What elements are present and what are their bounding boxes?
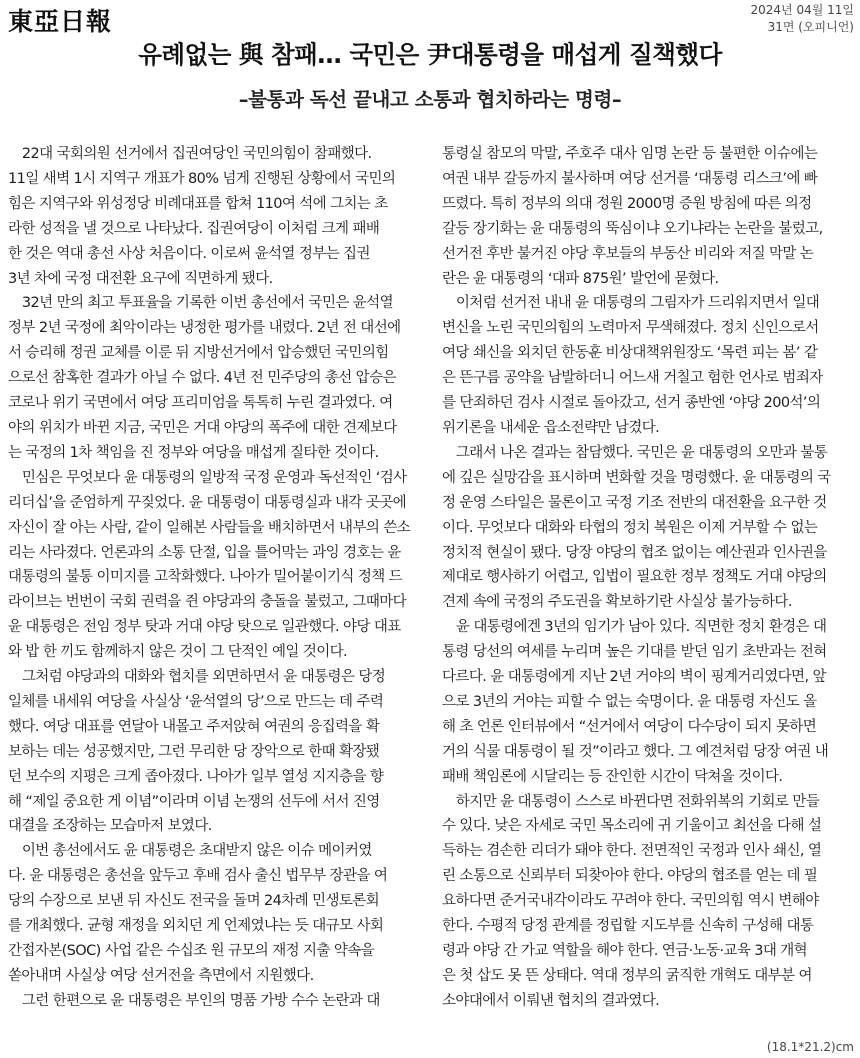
body-line: 일체를 내세워 여당을 사실상 ‘윤석열의 당’으로 만드는 데 주력 [8,693,384,710]
body-line: 위기론을 내세운 읍소전략만 남겼다. [442,419,660,436]
body-line: 윤 대통령에겐 3년의 임기가 남아 있다. 직면한 정치 환경은 대 [442,619,827,636]
body-line: 서 승리해 정권 교체를 이룬 뒤 지방선거에서 압승했던 국민의힘 [8,345,389,362]
body-line: 요하다면 준거국내각이라도 꾸려야 한다. 국민의힘 역시 변해야 [442,893,819,910]
newspaper-masthead: 東亞日報 [8,7,113,36]
article-size: (18.1*21.2)cm [766,1040,854,1054]
body-line: 에 깊은 실망감을 표시하며 변화할 것을 명령했다. 윤 대통령의 국 [442,469,831,486]
body-line: 대결을 조장하는 모습마저 보였다. [8,818,212,835]
body-line: 통령실 참모의 막말, 주호주 대사 임명 논란 등 불편한 이슈에는 [442,146,818,162]
headline: 유례없는 與 참패… 국민은 尹대통령을 매섭게 질책했다 [138,40,722,69]
body-line: 다. 윤 대통령은 총선을 앞두고 후배 검사 출신 법무부 장관을 여 [8,868,388,885]
body-line: 3년 차에 국정 대전환 요구에 직면하게 됐다. [8,270,273,287]
left-column [8,142,422,1014]
body-line: 여당 쇄신을 외치던 한동훈 비상대책위원장도 ‘목련 피는 봄’ 같 [442,345,818,362]
body-line: 힘은 지역구와 위성정당 비례대표를 합쳐 110여 석에 그치는 초 [8,195,388,212]
publish-date: 2024년 04월 11일 [750,3,854,17]
body-line: 와 밥 한 끼도 함께하지 않은 것이 그 단적인 예일 것이다. [8,644,348,661]
body-line: 거의 식물 대통령이 될 것”이라고 했다. 그 예견처럼 당장 여권 내 [442,743,829,760]
body-line: 해 초 언론 인터뷰에서 “선거에서 여당이 다수당이 되지 못하면 [442,718,817,735]
body-line: 정 운영 스타일은 물론이고 국정 기조 전반의 대전환을 요구한 것 [442,494,827,511]
body-line: 던 보수의 지평은 크게 좁아졌다. 나아가 일부 열성 지지층을 향 [8,768,384,785]
body-line: 라한 성적을 낼 것으로 나타났다. 집권여당이 이처럼 크게 패배 [8,220,380,237]
body-line: 했다. 여당 대표를 연달아 내몰고 주저앉혀 여권의 응집력을 확 [8,718,380,735]
right-column [442,142,856,1014]
body-line: 패배 책임론에 시달리는 등 잔인한 시간이 닥쳐올 것이다. [442,768,783,785]
body-line: 변신을 노린 국민의힘의 노력마저 무색해졌다. 정치 신인으로서 [442,320,819,337]
body-line: 이번 총선에서도 윤 대통령은 초대받지 않은 이슈 메이커였 [8,843,372,860]
body-line: 그래서 나온 결과는 참담했다. 국민은 윤 대통령의 오만과 불통 [442,444,828,461]
body-line: 윤 대통령은 전임 정부 탓과 거대 야당 탓으로 일관했다. 야당 대표 [8,619,401,636]
body-line: 선거전 후반 불거진 야당 후보들의 부동산 비리와 저질 막말 논 [442,245,814,262]
body-line: 소야대에서 이뤄낸 협치의 결과였다. [442,992,660,1009]
body-line: 32년 만의 최고 투표율을 기록한 이번 총선에서 국민은 윤석열 [8,295,393,312]
body-line: 이다. 무엇보다 대화와 타협의 정치 복원은 이제 거부할 수 없는 [442,519,818,536]
body-line: 한다. 수평적 당정 관계를 정립할 지도부를 신속히 구성해 대통 [442,918,814,935]
body-line: 그런 한편으로 윤 대통령은 부인의 명품 가방 수수 논란과 대 [8,992,380,1009]
body-line: 보하는 데는 성공했지만, 그런 무리한 당 장악으로 한때 확장됐 [8,743,380,760]
body-line: 하지만 윤 대통령이 스스로 바뀐다면 전화위복의 기회로 만들 [442,793,820,810]
body-line: 11일 새벽 1시 지역구 개표가 80% 넘게 진행된 상황에서 국민의 [8,170,396,187]
body-line: 해 “제일 중요한 게 이념”이라며 이념 논쟁의 선두에 서서 진영 [8,793,380,810]
body-line: 자신이 잘 아는 사람, 같이 일해본 사람들을 배치하면서 내부의 쓴소 [8,519,411,536]
body-line: 정부 2년 국정에 최악이라는 냉정한 평가를 내렸다. 2년 전 대선에 [8,320,401,337]
body-line: 뜨렸다. 특히 정부의 의대 정원 2000명 증원 방침에 따른 의정 [442,195,812,212]
body-line: 갈등 장기화는 윤 대통령의 뚝심이냐 오기냐라는 논란을 불렀고, [442,220,823,237]
body-line: 린 소통으로 신뢰부터 되찾아야 한다. 야당의 협조를 얻는 데 필 [442,868,818,885]
body-line: 정치적 현실이 됐다. 당장 야당의 협조 없이는 예산권과 인사권을 [442,544,827,561]
body-line: 는 국정의 1차 책임을 진 정부와 여당을 매섭게 질타한 것이다. [8,444,379,461]
body-line: 를 개최했다. 균형 재정을 외치던 게 언제였냐는 듯 대규모 사회 [8,918,384,935]
body-line: 코로나 위기 국면에서 여당 프리미엄을 톡톡히 누린 결과였다. 여 [8,395,393,412]
body-line: 를 단죄하던 검사 시절로 돌아갔고, 선거 종반엔 ‘야당 200석’의 [442,395,821,412]
page-section: 31면 (오피니언) [767,20,854,34]
body-line: 으로 3년의 거야는 피할 수 없는 숙명이다. 윤 대통령 자신도 올 [442,693,817,710]
body-line: 통령 당선의 여세를 누리며 높은 기대를 받던 임기 초반과는 전혀 [442,644,827,661]
body-line: 야의 위치가 바뀐 지금, 국민은 거대 야당의 폭주에 대한 견제보다 [8,419,397,436]
body-line: 라이브는 번번이 국회 권력을 쥔 야당과의 충돌을 불렀고, 그때마다 [8,594,407,611]
article-meta [751,2,854,36]
body-line: 간접자본(SOC) 사업 같은 수십조 원 규모의 재정 지출 약속을 [8,943,375,959]
body-line: 령과 야당 간 가교 역할을 해야 한다. 연금·노동·교육 3대 개혁 [442,943,808,959]
body-line: 은 첫 삽도 못 뜬 상태다. 역대 정부의 굵직한 개혁도 대부분 여 [442,967,812,984]
body-line: 당의 수장으로 보낸 뒤 자신도 전국을 돌며 24차례 민생토론회 [8,893,380,910]
body-line: 대통령의 불통 이미지를 고착화했다. 나아가 밀어붙이기식 정책 드 [8,569,403,586]
body-line: 다르다. 윤 대통령에게 지난 2년 거야의 벽이 핑계거리였다면, 앞 [442,669,826,686]
body-line: 이처럼 선거전 내내 윤 대통령의 그림자가 드리워지면서 일대 [442,295,820,312]
body-line: 수 있다. 낮은 자세로 국민 목소리에 귀 기울이고 최선을 다해 설 [442,818,822,835]
body-line: 22대 국회의원 선거에서 집권여당인 국민의힘이 참패했다. [8,146,372,162]
body-line: 견제 속에 국정의 주도권을 확보하기란 사실상 불가능하다. [442,594,792,611]
body-line: 쏟아내며 사실상 여당 선거전을 측면에서 지원했다. [8,967,314,984]
body-line: 리더십’을 준엄하게 꾸짖었다. 윤 대통령이 대통령실과 내각 곳곳에 [8,494,407,511]
body-line: 민심은 무엇보다 윤 대통령의 일방적 국정 운영과 독선적인 ‘검사 [8,469,407,486]
body-line: 란은 윤 대통령의 ‘대파 875원’ 발언에 묻혔다. [442,270,719,287]
body-line: 그처럼 야당과의 대화와 협치를 외면하면서 윤 대통령은 당정 [8,669,386,686]
body-line: 제대로 행사하기 어렵고, 입법이 필요한 정부 정책도 거대 야당의 [442,569,827,586]
body-line: 한 것은 역대 총선 사상 처음이다. 이로써 윤석열 정부는 집권 [8,245,370,262]
body-line: 은 뜬구름 공약을 남발하더니 어느새 거칠고 험한 언사로 범죄자 [442,370,823,387]
body-line: 으로선 참혹한 결과가 아닐 수 없다. 4년 전 민주당의 총선 압승은 [8,370,396,387]
body-line: 여권 내부 갈등까지 불사하며 여당 선거를 ‘대통령 리스크’에 빠 [442,170,818,187]
body-line: 리는 사라졌다. 언론과의 소통 단절, 입을 틀어막는 과잉 경호는 윤 [8,544,401,561]
body-line: 득하는 겸손한 리더가 돼야 한다. 전면적인 국정과 인사 쇄신, 열 [442,843,822,860]
subheadline: –불통과 독선 끝내고 소통과 협치하라는 명령– [238,88,622,111]
